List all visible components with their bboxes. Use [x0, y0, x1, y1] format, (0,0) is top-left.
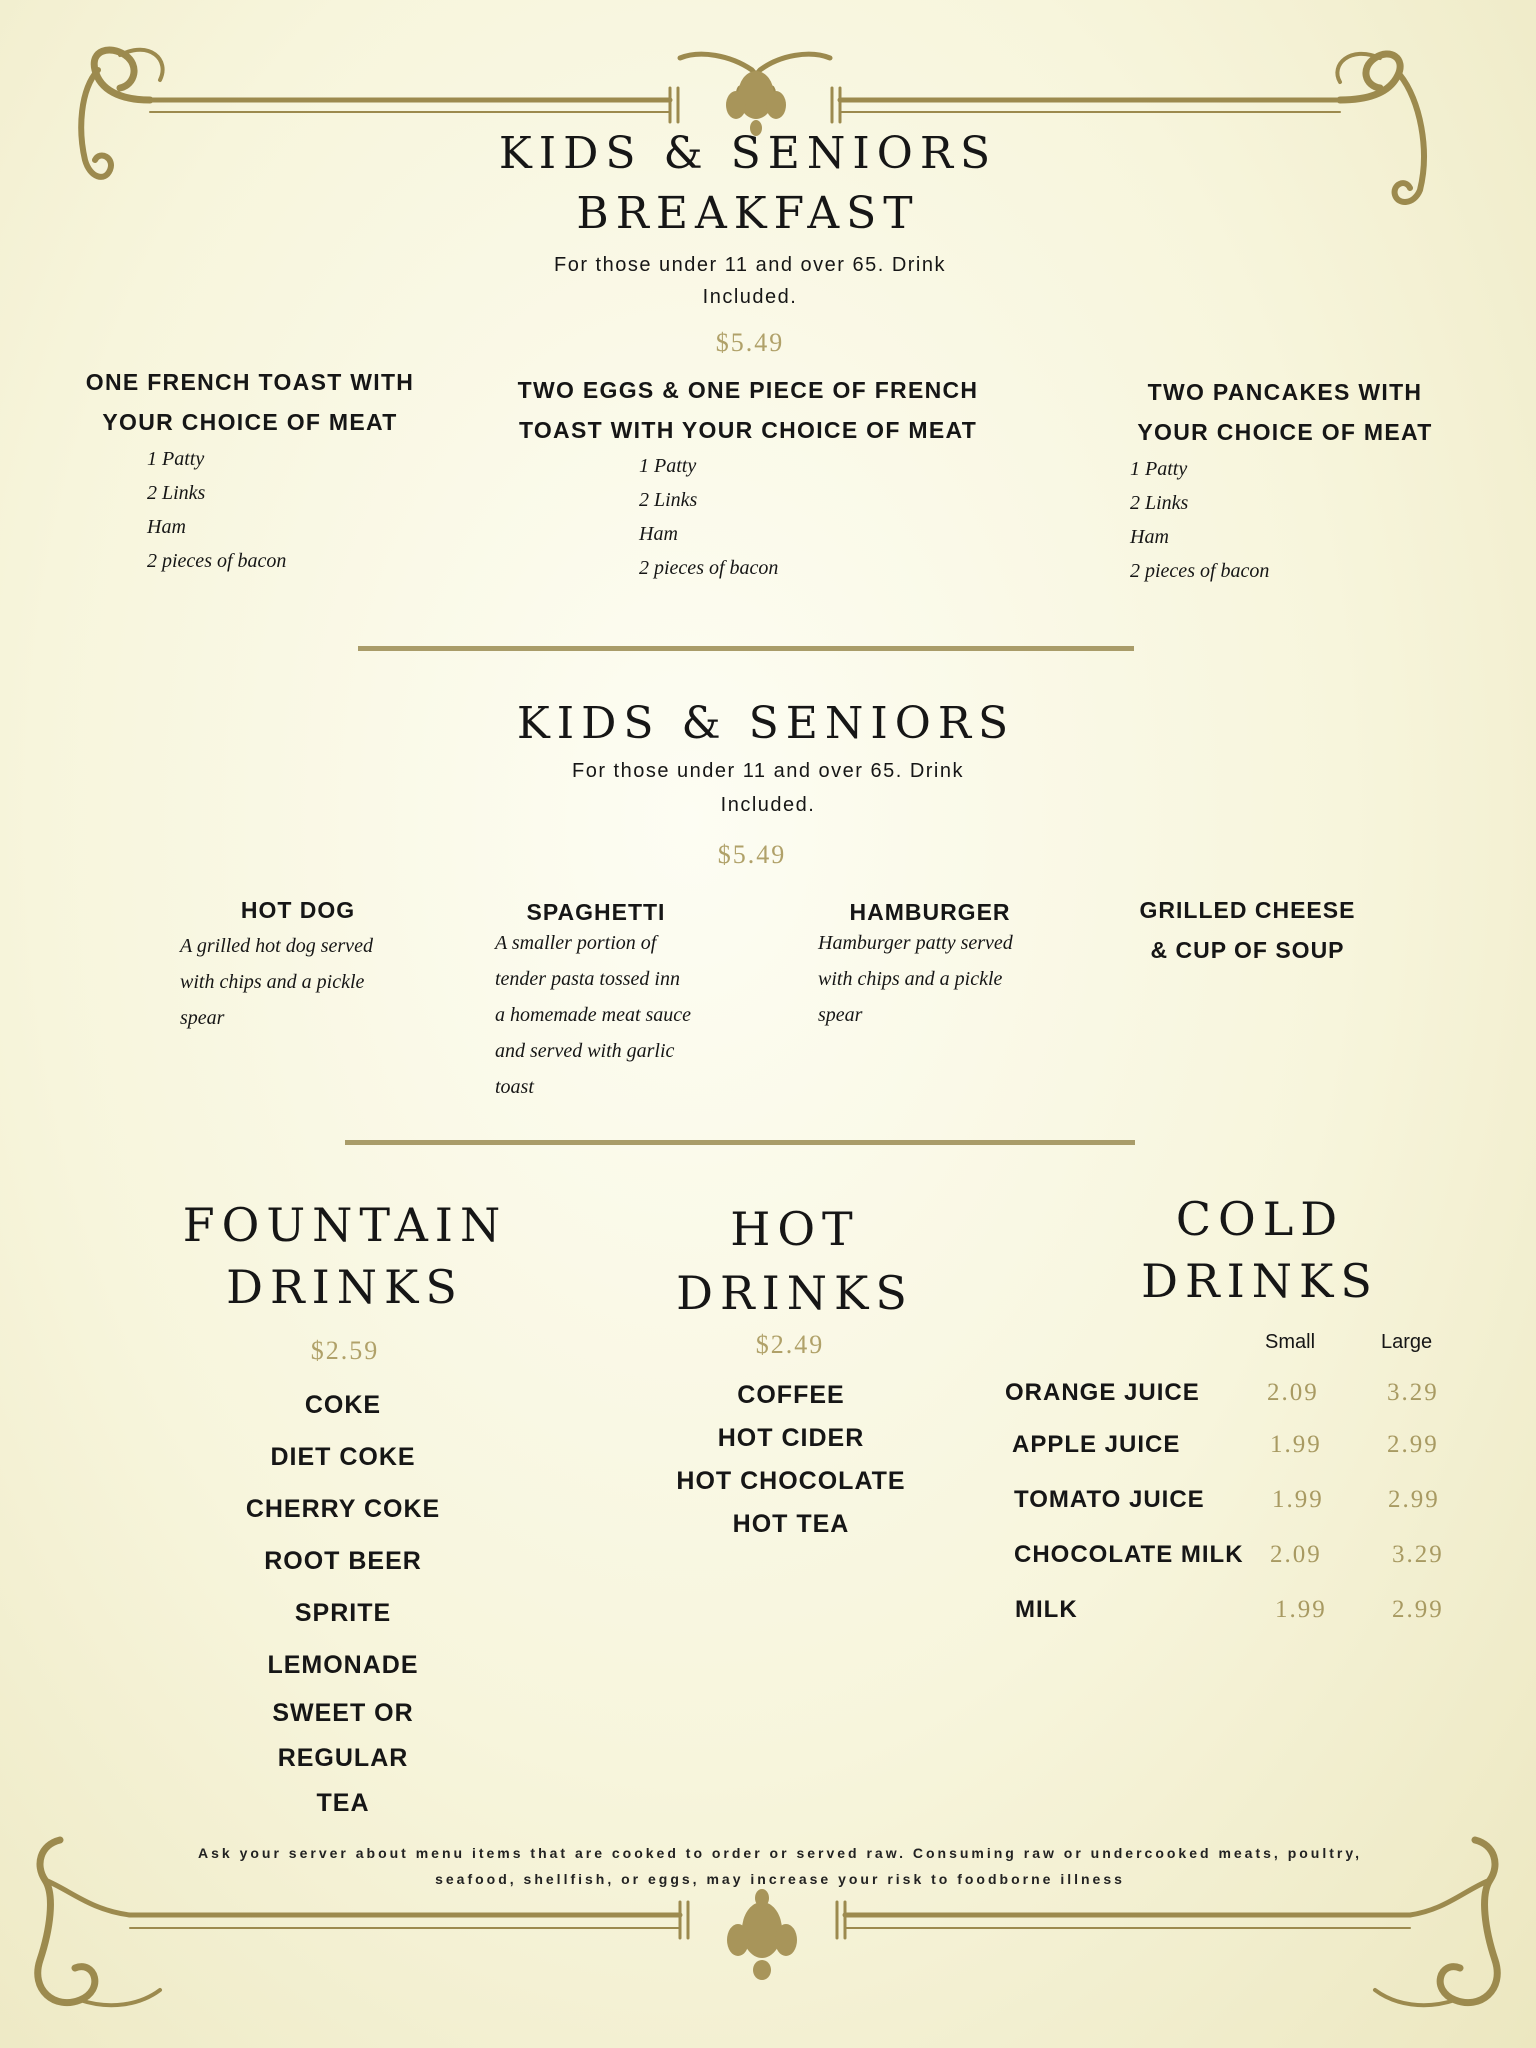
hot-price: $2.49	[755, 1330, 825, 1359]
desc-line: A grilled hot dog served	[180, 935, 373, 957]
cold-drink-large-price: 3.29	[1387, 1379, 1439, 1406]
breakfast-item-2-title-line1: TWO EGGS & ONE PIECE OF FRENCH	[517, 377, 979, 403]
kids-subtitle-line2: Included.	[720, 794, 816, 816]
meat-option: 1 Patty	[147, 448, 205, 470]
desc-line: a homemade meat sauce	[495, 1004, 692, 1026]
cold-title-line2: DRINKS	[1141, 1254, 1379, 1308]
meat-option: 2 pieces of bacon	[639, 557, 779, 579]
breakfast-item-2-title-line2: TOAST WITH YOUR CHOICE OF MEAT	[518, 417, 978, 443]
fountain-drink-item: ROOT BEER	[264, 1547, 422, 1575]
disclaimer-line1: Ask your server about menu items that are cooked to order or served raw. Consuming raw or undercooked meats, poultry,	[198, 1845, 1362, 1861]
cold-drink-name: CHOCOLATE MILK	[1014, 1541, 1244, 1568]
breakfast-item-3-title-line1: TWO PANCAKES WITH	[1147, 379, 1423, 405]
breakfast-item-1-meat-list	[147, 442, 286, 578]
cold-drink-row	[1005, 1379, 1465, 1425]
hot-title-line2: DRINKS	[676, 1266, 914, 1320]
desc-line: tender pasta tossed inn	[495, 968, 680, 990]
hot-drink-item: COFFEE	[737, 1381, 845, 1409]
meat-option: Ham	[639, 523, 678, 545]
kids-item-grilled-cheese-line1: GRILLED CHEESE	[1139, 897, 1356, 923]
cold-drink-small-price: 1.99	[1270, 1431, 1322, 1458]
kids-title: KIDS & SENIORS	[516, 698, 1016, 749]
breakfast-item-3-title-line2: YOUR CHOICE OF MEAT	[1137, 419, 1433, 445]
fountain-drink-item: LEMONADE	[267, 1651, 419, 1679]
desc-line: spear	[180, 1007, 225, 1029]
kids-item-hot-dog-name: HOT DOG	[240, 897, 356, 923]
kids-item-hot-dog-desc	[180, 928, 373, 1036]
desc-line: with chips and a pickle	[180, 971, 365, 993]
desc-line: spear	[818, 1004, 863, 1026]
breakfast-item-1-title-line1: ONE FRENCH TOAST WITH	[85, 369, 415, 395]
kids-price: $5.49	[717, 840, 787, 869]
fountain-drink-item: COKE	[304, 1391, 382, 1419]
hot-drink-item: HOT CIDER	[717, 1424, 865, 1452]
fountain-title-line1: FOUNTAIN	[182, 1198, 508, 1252]
meat-option: 2 pieces of bacon	[1130, 560, 1270, 582]
breakfast-item-2-meat-list	[639, 449, 778, 585]
cold-column-small: Small	[1265, 1331, 1316, 1353]
desc-line: and served with garlic	[495, 1040, 675, 1062]
kids-item-hamburger-name: HAMBURGER	[849, 899, 1011, 925]
kids-item-spaghetti-name: SPAGHETTI	[526, 899, 666, 925]
meat-option: 2 Links	[639, 489, 698, 511]
kids-subtitle-line1: For those under 11 and over 65. Drink	[572, 760, 964, 782]
fountain-title-line2: DRINKS	[226, 1260, 464, 1314]
cold-drink-name: TOMATO JUICE	[1014, 1486, 1205, 1513]
cold-drink-large-price: 2.99	[1392, 1596, 1444, 1623]
kids-item-spaghetti-desc	[495, 925, 691, 1105]
fountain-price: $2.59	[310, 1336, 380, 1365]
fountain-drink-item: REGULAR	[277, 1744, 409, 1772]
hot-drink-item: HOT TEA	[732, 1510, 850, 1538]
cold-drink-row	[1014, 1486, 1474, 1532]
fountain-drink-item: DIET COKE	[270, 1443, 416, 1471]
breakfast-subtitle-line2: Included.	[702, 286, 798, 308]
breakfast-price: $5.49	[715, 328, 785, 357]
breakfast-item-1-title-line2: YOUR CHOICE OF MEAT	[102, 409, 398, 435]
meat-option: 1 Patty	[639, 455, 697, 477]
cold-drink-name: MILK	[1015, 1596, 1078, 1623]
breakfast-title-line1: KIDS & SENIORS	[498, 128, 998, 179]
kids-item-hamburger-desc	[818, 925, 1013, 1033]
cold-drink-row	[1012, 1431, 1472, 1477]
kids-item-grilled-cheese-line2: & CUP OF SOUP	[1150, 937, 1345, 963]
cold-drink-small-price: 1.99	[1272, 1486, 1324, 1513]
cold-drink-large-price: 2.99	[1388, 1486, 1440, 1513]
divider-1	[358, 646, 1134, 651]
desc-line: with chips and a pickle	[818, 968, 1003, 990]
cold-drink-large-price: 3.29	[1392, 1541, 1444, 1568]
fountain-drink-list	[193, 1379, 493, 1826]
disclaimer-line2: seafood, shellfish, or eggs, may increase your risk to foodborne illness	[435, 1871, 1125, 1887]
fountain-drink-item: SPRITE	[294, 1599, 392, 1627]
desc-line: toast	[495, 1076, 534, 1098]
fountain-drink-item: SWEET OR	[272, 1699, 414, 1727]
hot-title-line1: HOT	[730, 1202, 860, 1256]
cold-title-line1: COLD	[1175, 1192, 1345, 1246]
cold-drink-row	[1014, 1541, 1474, 1587]
meat-option: 2 Links	[147, 482, 206, 504]
cold-drink-large-price: 2.99	[1387, 1431, 1439, 1458]
cold-drink-small-price: 2.09	[1267, 1379, 1319, 1406]
cold-column-large: Large	[1381, 1331, 1433, 1353]
breakfast-item-3-meat-list	[1130, 452, 1269, 588]
meat-option: Ham	[1130, 526, 1169, 548]
cold-drink-small-price: 1.99	[1275, 1596, 1327, 1623]
meat-option: Ham	[147, 516, 186, 538]
desc-line: Hamburger patty served	[818, 932, 1013, 954]
breakfast-title-line2: BREAKFAST	[576, 188, 920, 239]
fountain-drink-item: CHERRY COKE	[245, 1495, 441, 1523]
hot-drink-item: HOT CHOCOLATE	[676, 1467, 906, 1495]
divider-2	[345, 1140, 1135, 1145]
cold-drink-row	[1015, 1596, 1475, 1642]
fountain-drink-item: TEA	[316, 1789, 370, 1817]
desc-line: A smaller portion of	[495, 932, 657, 954]
breakfast-subtitle-line1: For those under 11 and over 65. Drink	[554, 254, 946, 276]
meat-option: 2 Links	[1130, 492, 1189, 514]
meat-option: 2 pieces of bacon	[147, 550, 287, 572]
hot-drink-list	[641, 1374, 941, 1546]
meat-option: 1 Patty	[1130, 458, 1188, 480]
cold-drink-name: ORANGE JUICE	[1005, 1379, 1200, 1406]
cold-drink-name: APPLE JUICE	[1012, 1431, 1181, 1458]
cold-drink-small-price: 2.09	[1270, 1541, 1322, 1568]
